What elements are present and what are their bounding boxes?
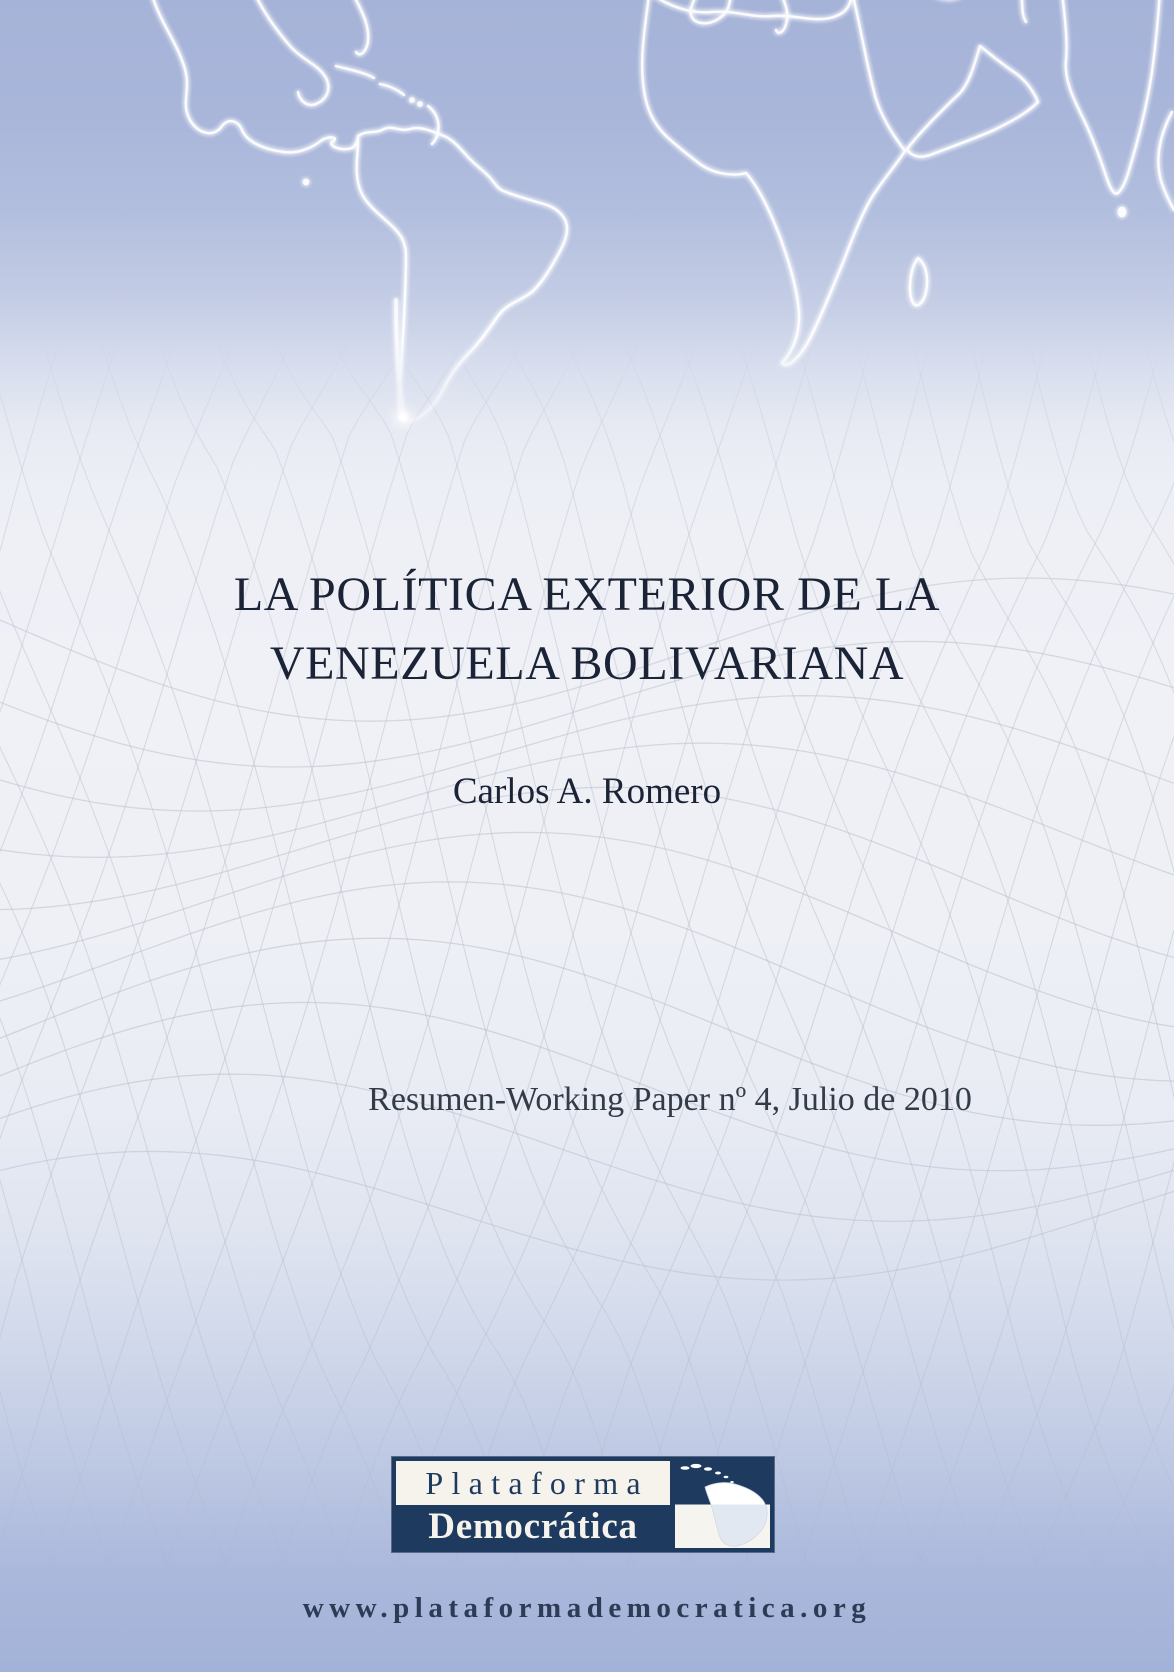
paper-title-line1: LA POLÍTICA EXTERIOR DE LA [233, 568, 941, 621]
logo-wordmark [396, 1461, 670, 1548]
logo-word-plataforma: Plataforma [396, 1461, 670, 1505]
latin-america-map-icon [675, 1461, 770, 1548]
author-name: Carlos A. Romero [452, 771, 722, 812]
paper-title-line2: VENEZUELA BOLIVARIANA [269, 637, 905, 690]
website-url: www.plataformademocratica.org [302, 1592, 872, 1624]
logo-word-democratica: Democrática [428, 1506, 638, 1548]
map-tip-glow [395, 409, 411, 425]
plataforma-democratica-logo [391, 1456, 775, 1553]
edition-note: Resumen-Working Paper nº 4, Julio de 2010 [368, 1081, 972, 1118]
world-map-outline [0, 0, 1174, 480]
paper-title [0, 560, 1174, 698]
